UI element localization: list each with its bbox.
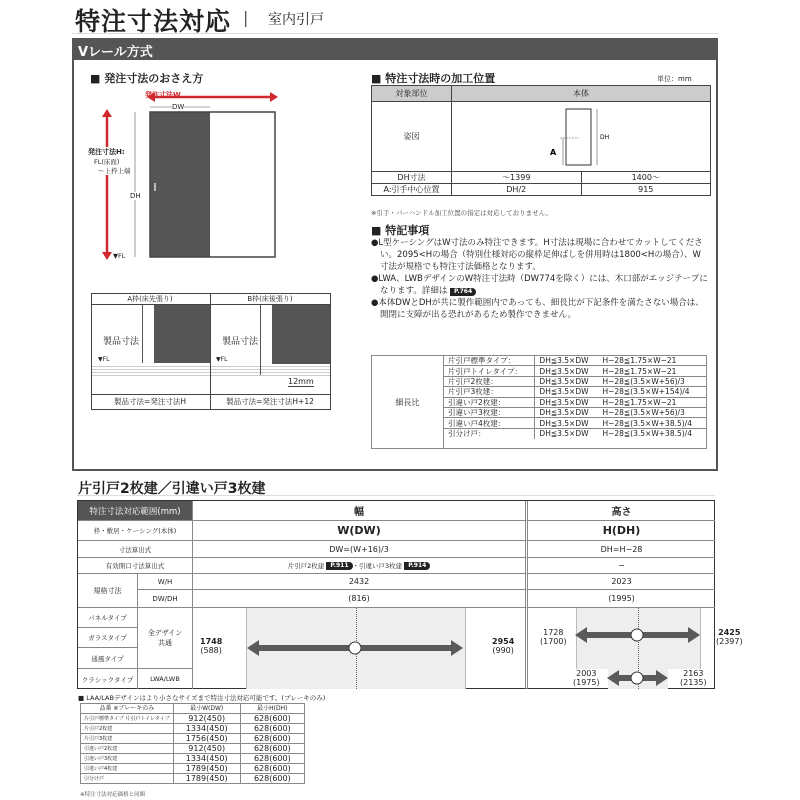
ratio-cell: 片引戸トイレタイプ： <box>444 366 535 376</box>
classic-height-min: 2003 (1975) <box>573 669 600 687</box>
ratio-row <box>444 376 706 386</box>
ratio-cell: DH≦3.5×DW <box>535 418 599 428</box>
laa-cell: 628(600) <box>240 734 304 744</box>
laa-cell: 引違い戸4枚建 <box>81 764 174 774</box>
ratio-cell: H−28≦(3.5×W+38.5)/4 <box>598 418 706 428</box>
laa-note: ※特注寸法対応価格と同額 <box>80 792 146 798</box>
ratio-cell: DH≦3.5×DW <box>535 356 599 366</box>
laa-cell: 628(600) <box>240 724 304 734</box>
b-formula: 製品寸法=発注寸法H+12 <box>226 397 314 406</box>
width-header: 幅 <box>193 501 528 521</box>
order-heading: ■ 発注寸法のおさえ方 <box>90 70 203 86</box>
laa-row <box>81 744 305 754</box>
classic-height-max: 2163 (2135) <box>680 669 707 687</box>
b-frame-title: B枠(床後張り) <box>247 295 293 303</box>
ratio-table <box>371 355 707 449</box>
laa-header-row <box>81 704 305 714</box>
ratio-cell: DH≦3.5×DW <box>535 366 599 376</box>
ratio-cell: 片引戸3枚建： <box>444 387 535 397</box>
height-min: 1728 (1700) <box>540 628 567 646</box>
range-arrows <box>77 500 715 689</box>
laa-cell: 628(600) <box>240 754 304 764</box>
section-bar: Vレール方式 <box>72 38 718 60</box>
laa-row <box>81 754 305 764</box>
laa-header-cell: 最小H(DH) <box>240 704 304 714</box>
b-fl: ▼FL <box>216 356 228 363</box>
ratio-row <box>444 356 706 366</box>
laa-row <box>81 714 305 724</box>
ratio-row <box>444 397 706 407</box>
laa-row <box>81 724 305 734</box>
dh-label: DH <box>130 192 141 200</box>
laa-cell: 引分け戸 <box>81 774 174 784</box>
ratio-cell: 引分け戸： <box>444 428 535 438</box>
classic-height-marker <box>631 672 643 684</box>
frame-detail-box <box>91 293 331 410</box>
ratio-cell: 片引戸標準タイプ： <box>444 356 535 366</box>
ratio-row <box>444 418 706 428</box>
ratio-label: 細長比 <box>372 356 444 448</box>
fig-dh: DH <box>600 133 610 141</box>
range-corner: 特注寸法対応範囲(mm) <box>78 501 193 521</box>
remarks-list <box>371 237 709 321</box>
ratio-cell: DH≦3.5×DW <box>535 407 599 417</box>
laa-cell: 引違い戸3枚建 <box>81 754 174 764</box>
laa-cell: 片引戸標準タイプ 片引戸トイレタイプ <box>81 714 174 724</box>
title-separator: | <box>243 8 249 27</box>
ratio-row <box>444 407 706 417</box>
laa-cell: 912(450) <box>173 714 240 724</box>
a-product-size: 製品寸法 <box>103 337 140 347</box>
laa-cell: 1756(450) <box>173 734 240 744</box>
order-w-label: 発注寸法W <box>145 91 181 99</box>
laa-cell: 628(600) <box>240 774 304 784</box>
page-ref-p911[interactable]: P.911 <box>326 562 352 570</box>
laa-cell: 628(600) <box>240 714 304 724</box>
ratio-cell: H−28≦(3.5×W+154)/4 <box>598 387 706 397</box>
ratio-cell: 片引戸2枚建： <box>444 376 535 386</box>
laa-table <box>80 703 305 784</box>
ratio-cell: H−28≦(3.5×W+38.5)/4 <box>598 428 706 438</box>
offset-12mm: 12mm <box>288 377 314 386</box>
a-fl: ▼FL <box>98 356 110 363</box>
height-header: 高さ <box>528 501 715 521</box>
ratio-cell: DH≦3.5×DW <box>535 428 599 438</box>
divider <box>72 33 718 34</box>
standard-width-marker <box>349 642 361 654</box>
laa-cell: 片引戸3枚建 <box>81 734 174 744</box>
door-figure <box>541 105 621 169</box>
laa-cell: 628(600) <box>240 744 304 754</box>
dw-label: DW <box>172 103 185 111</box>
remark-item: ●LWA、LWBデザインのW特注寸法時（DW774を除く）には、木口部がエッジテープになります。詳細は P.764 <box>371 274 708 296</box>
laa-header-cell: 最小W(DW) <box>173 704 240 714</box>
process-table: 対象部位 本体 姿図 A DH DH寸法 〜1399 1400〜 A:引手中心位置 DH/2 915 <box>371 85 711 196</box>
remarks-heading: ■ 特記事項 <box>371 222 429 238</box>
ratio-cell: H−28≦1.75×W−21 <box>598 397 706 407</box>
width-min: 1748 (588) <box>200 637 223 655</box>
ratio-cell: 引違い戸4枚建： <box>444 418 535 428</box>
ratio-cell: H−28≦(3.5×W+56)/3 <box>598 407 706 417</box>
laa-row <box>81 764 305 774</box>
ratio-cell: 引違い戸2枚建： <box>444 397 535 407</box>
laa-cell: 1789(450) <box>173 764 240 774</box>
laa-cell: 片引戸2枚建 <box>81 724 174 734</box>
height-max: 2425 (2397) <box>716 628 743 646</box>
laa-cell: 912(450) <box>173 744 240 754</box>
order-h-label: 発注寸法H: <box>88 148 125 156</box>
ratio-cell: H−28≦1.75×W−21 <box>598 356 706 366</box>
laa-heading: ■ LAA/LABデザインはより小さなサイズまで特注寸法対応可能です。(ブレーキのみ) <box>78 694 326 702</box>
range-table: 特注寸法対応範囲(mm) 幅 高さ 枠・敷居・ケーシング(本体) W(DW) H(DH) 寸法算出式 DW=(W+16)/3 DH=H−28 有効開口寸法算出式 片引戸2枚建 P.911 ・引違い戸3枚建 P.914 − 規格寸法 W/H DW/DH 2432 (816) 2023 (1995) パネルタイプ ガラスタイプ 通風タイプ クラシックタイプ 全デザイン共通 LWA/LWB <box>77 500 715 689</box>
width-max: 2954 (990) <box>492 637 515 655</box>
section2-heading: 片引戸2枚建／引違い戸3枚建 <box>78 481 266 497</box>
process-heading: ■ 特注寸法時の加工位置 <box>371 70 495 86</box>
fl-label: ▼FL <box>113 252 126 260</box>
laa-cell: 1334(450) <box>173 754 240 764</box>
ratio-cell: H−28≦1.75×W−21 <box>598 366 706 376</box>
ratio-cell: DH≦3.5×DW <box>535 376 599 386</box>
ratio-cell: H−28≦(3.5×W+56)/3 <box>598 376 706 386</box>
laa-row <box>81 774 305 784</box>
page-subtitle: 室内引戸 <box>268 12 324 28</box>
page-title: 特注寸法対応 <box>75 7 232 36</box>
laa-cell: 引違い戸2枚建 <box>81 744 174 754</box>
ratio-cell: 引違い戸3枚建： <box>444 407 535 417</box>
laa-row <box>81 734 305 744</box>
remark-item: ●本体DWとDHが共に製作範囲内であっても、細長比が下記条件を満たさない場合は、開閉に支障が出る恐れがあるため製作できません。 <box>371 298 704 320</box>
laa-cell: 1789(450) <box>173 774 240 784</box>
order-h-sub2: 〜上枠上端 <box>98 167 131 175</box>
ratio-row <box>444 428 706 438</box>
fig-a: A <box>550 147 557 157</box>
ratio-cell: DH≦3.5×DW <box>535 397 599 407</box>
unit-label: 単位：mm <box>657 75 692 83</box>
standard-height-marker <box>631 629 643 641</box>
a-formula: 製品寸法=発注寸法H <box>114 397 186 406</box>
b-product-size: 製品寸法 <box>222 337 259 347</box>
laa-cell: 1334(450) <box>173 724 240 734</box>
ratio-cell: DH≦3.5×DW <box>535 387 599 397</box>
order-diagram <box>85 85 285 270</box>
a-frame-title: A枠(床先張り) <box>127 295 173 303</box>
order-h-sub1: FL(床面) <box>94 158 120 166</box>
ratio-row <box>444 366 706 376</box>
ratio-row <box>444 387 706 397</box>
process-note: ※引手・バーハンドル加工位置の指定は対応しておりません。 <box>371 209 553 217</box>
remark-item: ●L型ケーシングはW寸法のみ特注できます。H寸法は現場に合わせてカットしてください。2095<Hの場合（特別仕様対応の縦枠足伸ばしを併用時は1800<Hの場合）、W寸法が規格でも特注寸法価格となります。 <box>371 238 703 272</box>
laa-cell: 628(600) <box>240 764 304 774</box>
page-ref-p914[interactable]: P.914 <box>404 562 430 570</box>
page-ref-link[interactable]: P.764 <box>450 288 476 296</box>
laa-header-cell: 品番 ※ブレーキのみ <box>81 704 174 714</box>
